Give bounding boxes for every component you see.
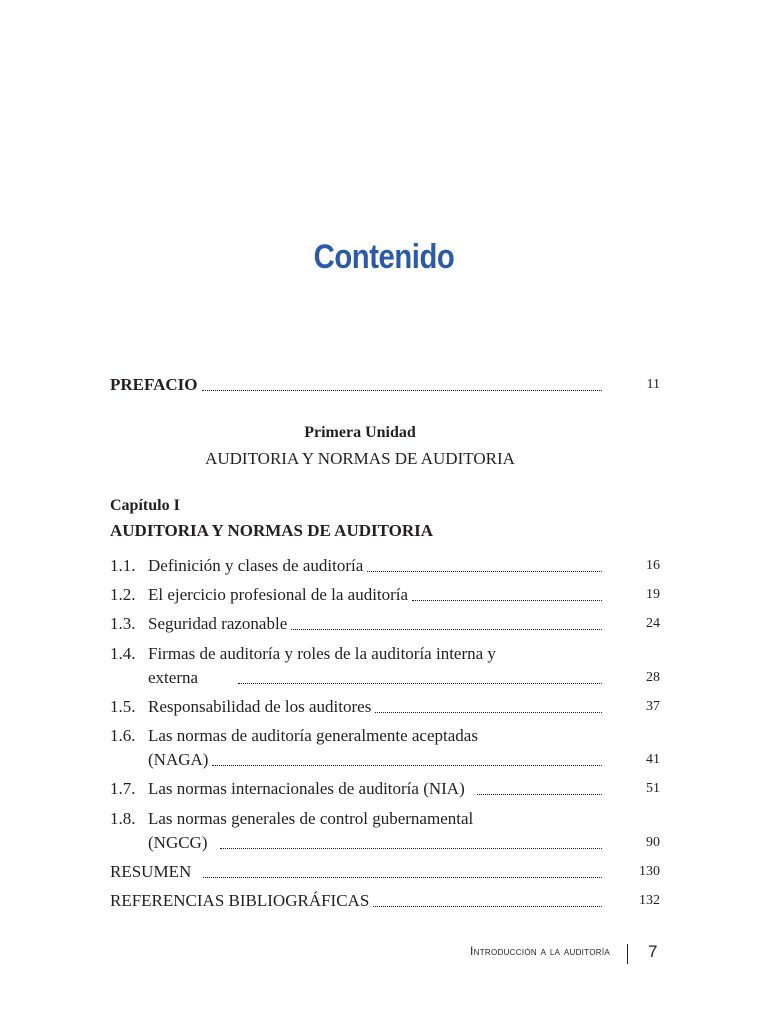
leader-dots	[412, 600, 602, 601]
toc-entry-resumen[interactable]	[110, 860, 660, 884]
leader-dots	[202, 390, 602, 391]
toc-number: 1.1.	[110, 556, 136, 575]
toc-page: 11	[646, 377, 660, 392]
toc-label: Definición y clases de auditoría	[148, 556, 364, 575]
toc-label: Firmas de auditoría y roles de la auditoría interna y	[148, 644, 496, 663]
toc-page: 28	[646, 670, 660, 685]
leader-dots	[203, 877, 602, 878]
toc-label: REFERENCIAS BIBLIOGRÁFICAS	[110, 891, 370, 910]
chapter-kicker: Capítulo I	[110, 497, 180, 514]
page-title: Contenido	[313, 238, 455, 276]
toc-number: 1.3.	[110, 614, 136, 633]
toc-label-continuation: (NAGA)	[148, 750, 209, 769]
running-title: Introducción a la auditoría	[470, 944, 610, 958]
toc-label: Las normas internacionales de auditoría (NIA)	[148, 779, 465, 798]
leader-dots	[367, 571, 602, 572]
toc-page: 51	[646, 781, 660, 796]
toc-page: 16	[646, 558, 660, 573]
toc-number: 1.7.	[110, 779, 136, 798]
toc-page: 19	[646, 587, 660, 602]
toc-entry-referencias[interactable]	[110, 889, 660, 913]
leader-dots	[373, 906, 602, 907]
toc-entry-1-8[interactable]	[110, 807, 660, 855]
leader-dots	[477, 794, 602, 795]
toc-label: PREFACIO	[110, 375, 198, 394]
toc-entry-1-5[interactable]	[110, 695, 660, 719]
toc-entry-1-6[interactable]	[110, 724, 660, 772]
toc-page: 24	[646, 616, 660, 631]
toc-number: 1.4.	[110, 644, 136, 663]
toc-number: 1.8.	[110, 809, 136, 828]
leader-dots	[238, 683, 602, 684]
toc-number: 1.5.	[110, 697, 136, 716]
toc-label-continuation: externa	[148, 668, 199, 687]
toc-page: 41	[646, 752, 660, 767]
toc-page: 130	[639, 864, 660, 879]
toc-label: Seguridad razonable	[148, 614, 288, 633]
unit-title: AUDITORIA Y NORMAS DE AUDITORIA	[205, 449, 515, 468]
page-number: 7	[648, 942, 658, 961]
toc-page: 37	[646, 699, 660, 714]
toc-number: 1.6.	[110, 726, 136, 745]
toc-number: 1.2.	[110, 585, 136, 604]
toc-label: Las normas de auditoría generalmente aceptadas	[148, 726, 478, 745]
unit-kicker: Primera Unidad	[304, 424, 416, 441]
leader-dots	[220, 848, 603, 849]
leader-dots	[375, 712, 602, 713]
toc-label-continuation: (NGCG)	[148, 833, 208, 852]
toc-page: 90	[646, 835, 660, 850]
toc-label: Responsabilidad de los auditores	[148, 697, 372, 716]
toc-page: 132	[639, 893, 660, 908]
toc-entry-prefacio[interactable]	[110, 373, 660, 397]
footer-divider	[627, 944, 628, 964]
toc-entry-1-4[interactable]	[110, 642, 660, 690]
leader-dots	[291, 629, 602, 630]
toc-entry-1-3[interactable]	[110, 612, 660, 636]
toc-label: Las normas generales de control gubernamental	[148, 809, 474, 828]
chapter-title: AUDITORIA Y NORMAS DE AUDITORIA	[110, 521, 434, 540]
toc-entry-1-2[interactable]	[110, 583, 660, 607]
toc-entry-1-1[interactable]	[110, 554, 660, 578]
toc-label: El ejercicio profesional de la auditoría	[148, 585, 409, 604]
leader-dots	[212, 765, 602, 766]
toc-entry-1-7[interactable]	[110, 777, 660, 801]
toc-label: RESUMEN	[110, 862, 192, 881]
